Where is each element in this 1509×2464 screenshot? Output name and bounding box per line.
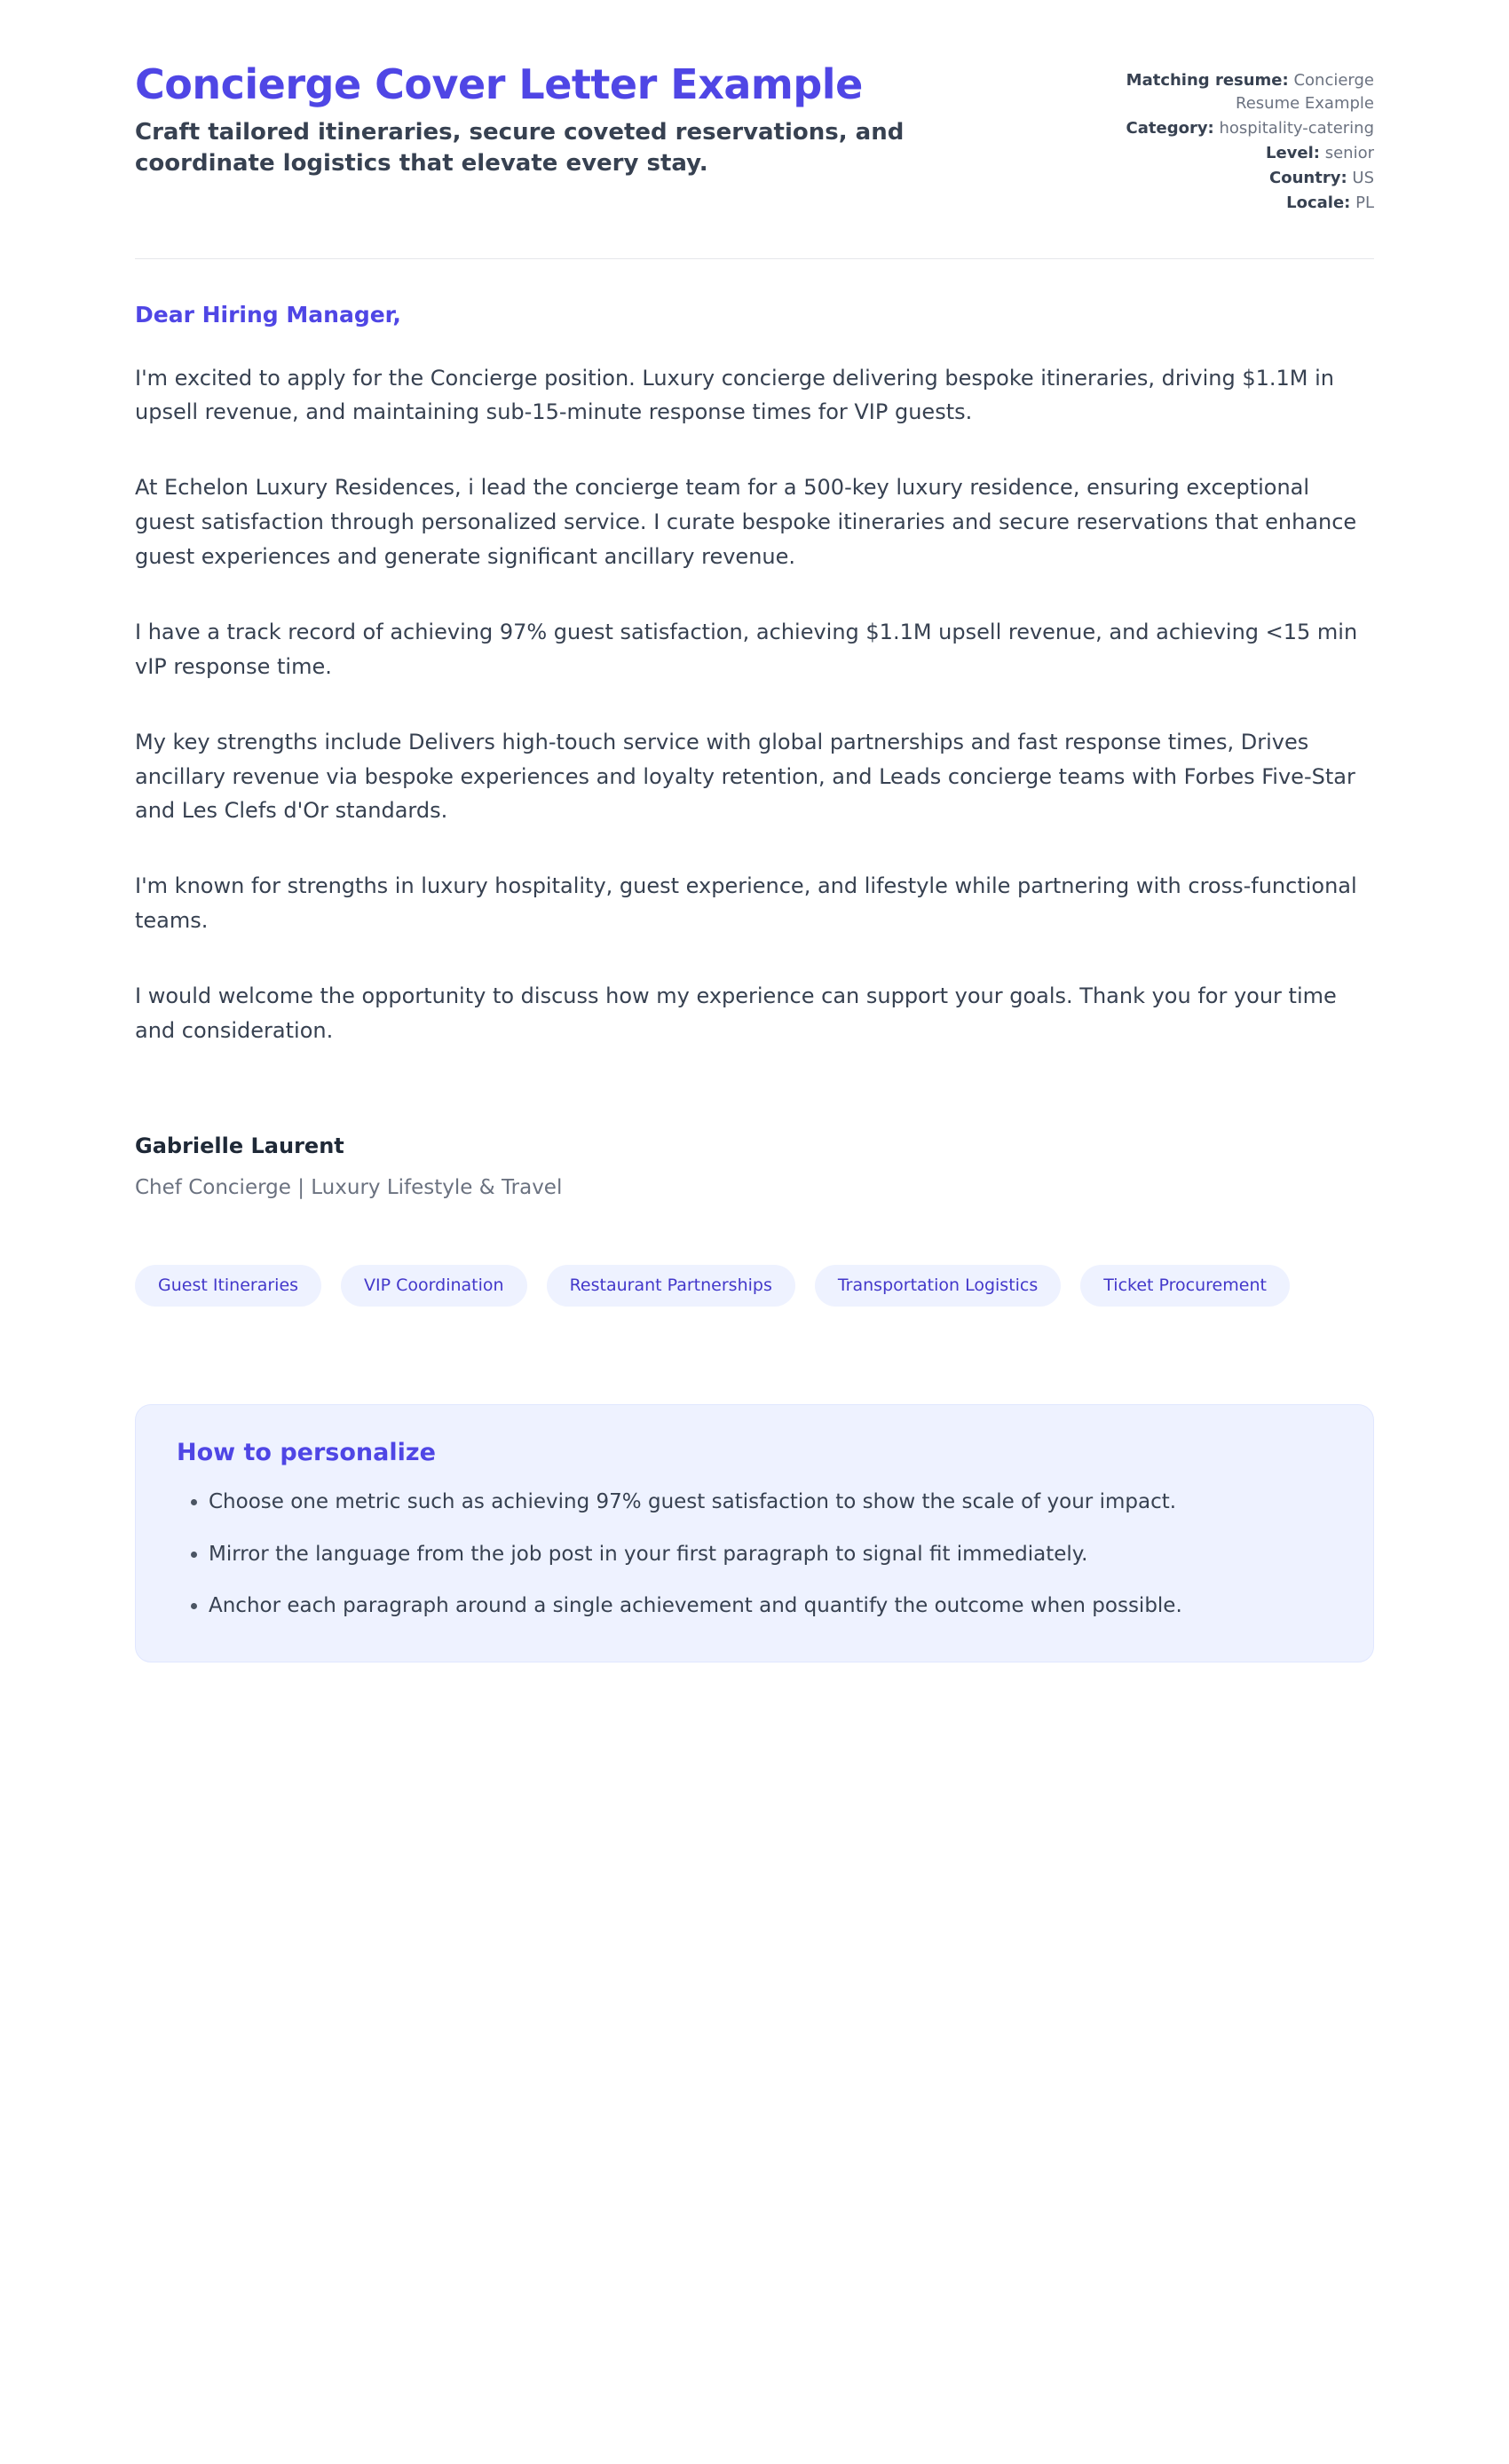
document-metadata	[1108, 62, 1374, 217]
tips-list-item: • Anchor each paragraph around a single achievement and quantify the outcome when possible.	[209, 1590, 1332, 1623]
letter-paragraph: I have a track record of achieving 97% guest satisfaction, achieving $1.1M upsell revenue, and achieving <15 min vIP response time.	[135, 619, 1358, 679]
skill-tag[interactable]: Restaurant Partnerships	[547, 1265, 795, 1307]
meta-value: hospitality-catering	[1219, 119, 1374, 138]
meta-row-level	[1108, 142, 1374, 165]
meta-label: Locale:	[1286, 193, 1351, 213]
skill-tag[interactable]: Guest Itineraries	[135, 1265, 321, 1307]
meta-value: senior	[1324, 144, 1374, 163]
meta-value: Concierge Resume Example	[1236, 71, 1374, 114]
meta-label: Matching resume:	[1126, 71, 1289, 90]
document-header	[135, 62, 1374, 217]
tips-title: How to personalize	[177, 1438, 436, 1466]
meta-row-locale	[1108, 192, 1374, 215]
tips-list-item: • Choose one metric such as achieving 97% guest satisfaction to show the scale of your impact.	[209, 1486, 1332, 1519]
letter-paragraph: I'm excited to apply for the Concierge position. Luxury concierge delivering bespoke itineraries, driving $1.1M in upsell revenue, and maintaining sub-15-minute response times for VIP guests.	[135, 365, 1334, 425]
skill-tag-list	[135, 1265, 1374, 1307]
meta-value: PL	[1355, 193, 1374, 213]
meta-row-country	[1108, 167, 1374, 190]
page-title: Concierge Cover Letter Example	[135, 60, 863, 108]
meta-row-category	[1108, 117, 1374, 140]
skill-tag[interactable]: Transportation Logistics	[815, 1265, 1061, 1307]
letter-paragraph: I would welcome the opportunity to discuss how my experience can support your goals. Thank you for your time and consideration.	[135, 983, 1337, 1043]
meta-label: Category:	[1126, 119, 1214, 138]
signature-role: Chef Concierge | Luxury Lifestyle & Travel	[135, 1175, 563, 1199]
tips-list-item: • Mirror the language from the job post in your first paragraph to signal fit immediately.	[209, 1538, 1332, 1571]
meta-label: Country:	[1269, 169, 1347, 188]
skill-tag[interactable]: Ticket Procurement	[1080, 1265, 1290, 1307]
meta-label: Level:	[1265, 144, 1320, 163]
letter-paragraph: At Echelon Luxury Residences, i lead the concierge team for a 500-key luxury residence, ensuring exceptional guest satisfaction through personalized service. I curate bespoke itineraries and secure reservations that enhance guest experiences and generate significant ancillary revenue.	[135, 475, 1357, 570]
meta-value: US	[1352, 169, 1374, 188]
signature-name: Gabrielle Laurent	[135, 1133, 344, 1158]
header-text-block	[135, 62, 1040, 180]
letter-paragraph: I'm known for strengths in luxury hospitality, guest experience, and lifestyle while partnering with cross-functional teams.	[135, 873, 1357, 934]
how-to-personalize-card	[135, 1404, 1374, 1662]
letter-salutation: Dear Hiring Manager,	[135, 301, 401, 328]
skill-tag[interactable]: VIP Coordination	[341, 1265, 527, 1307]
letter-paragraph: My key strengths include Delivers high-touch service with global partnerships and fast response times, Drives ancillary revenue via bespoke experiences and loyalty retention, and Leads concierge teams with Forbes Five-Star and Les Clefs d'Or standards.	[135, 729, 1355, 824]
signature-block	[135, 1133, 1374, 1199]
meta-row-matching-resume	[1108, 69, 1374, 115]
tips-list	[177, 1486, 1332, 1623]
letter-body	[135, 259, 1374, 1199]
page-subtitle: Craft tailored itineraries, secure coveted reservations, and coordinate logistics that elevate every stay.	[135, 118, 905, 178]
